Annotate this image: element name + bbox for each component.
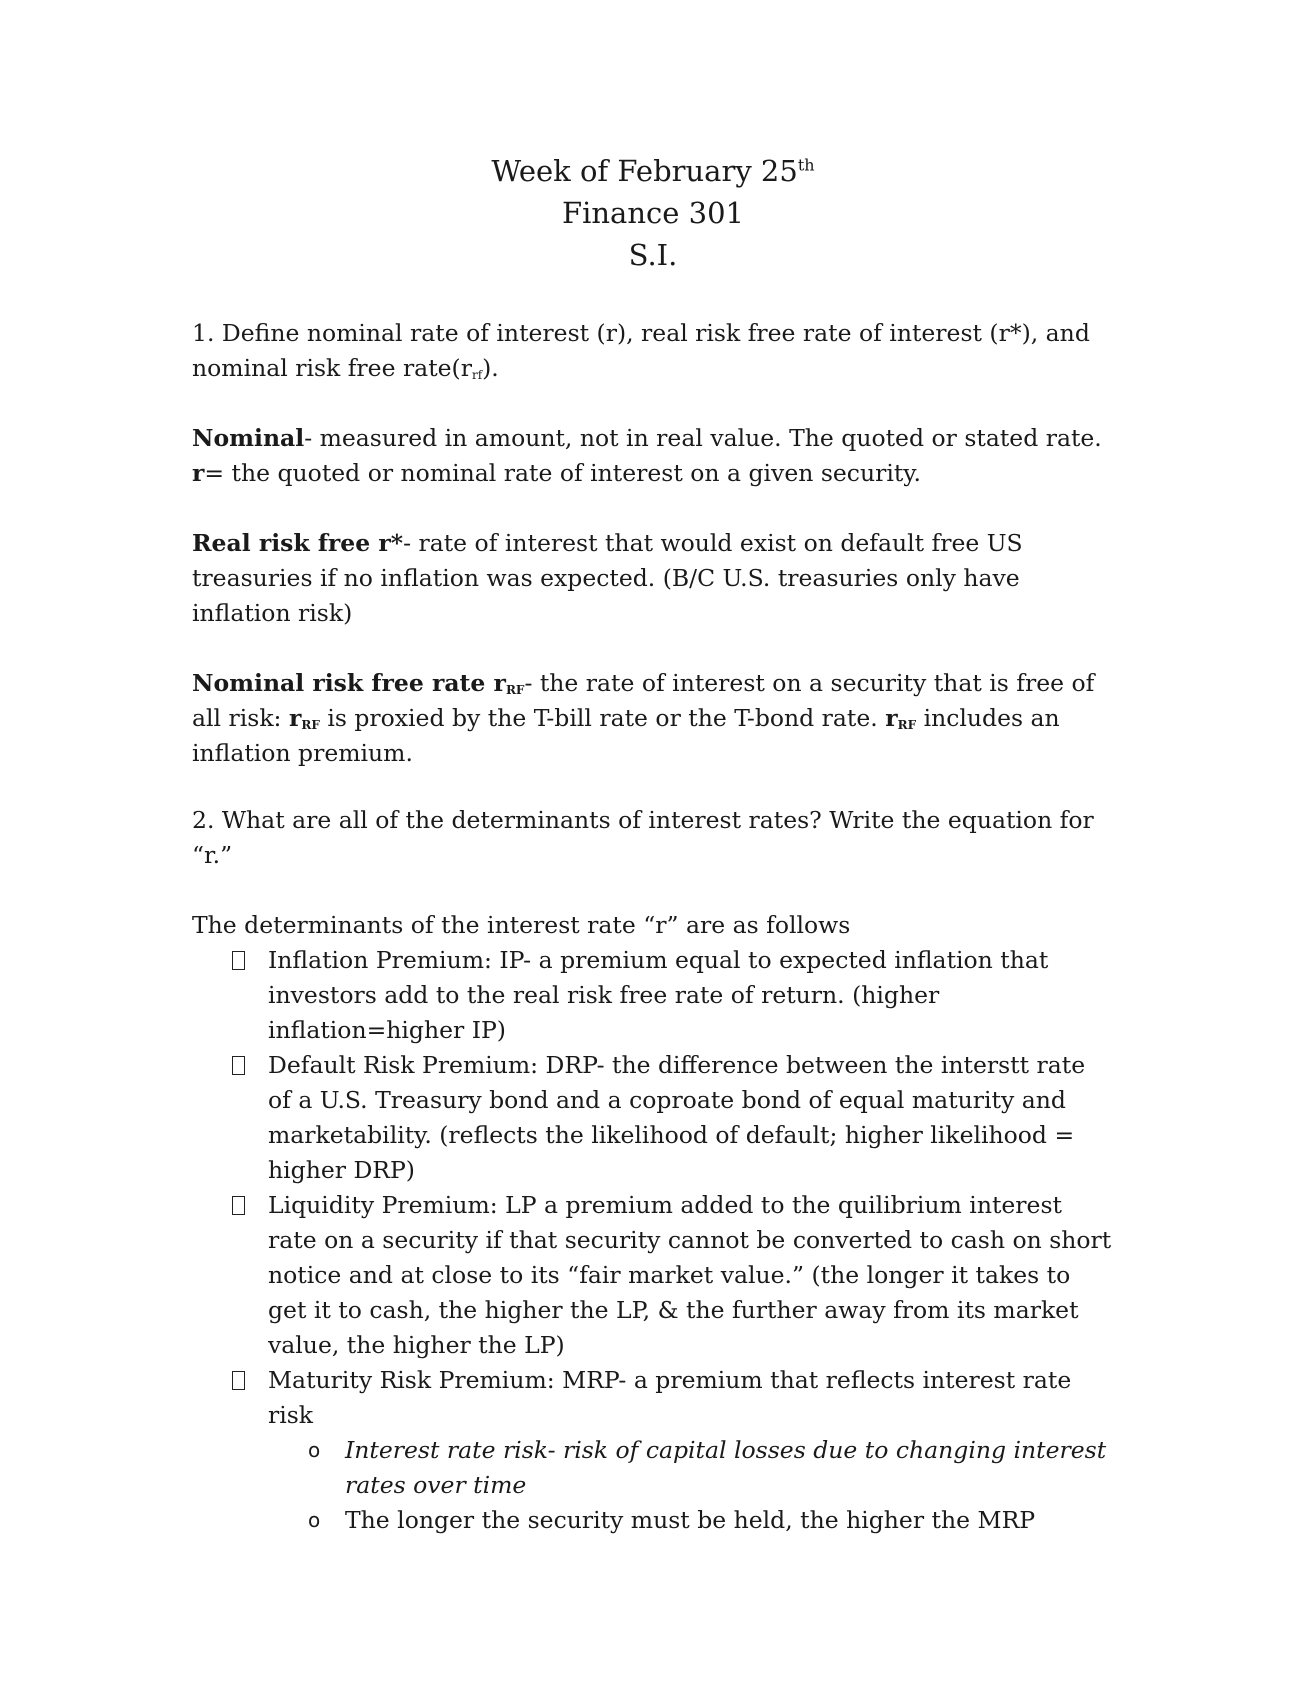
real-risk-free-term: Real risk free r*: [192, 529, 404, 557]
list-item-text: Inflation Premium: IP- a premium equal to expected inflation that investors add to the real risk free rate of return. (higher inflation=higher IP): [268, 946, 1049, 1044]
real-risk-free-text: - rate of interest that would exist on default free US treasuries if no inflation was expected. (B/C U.S. treasuries only have inflation risk): [192, 529, 1023, 627]
list-item-text: Liquidity Premium: LP a premium added to the quilibrium interest rate on a security if that security cannot be converted to cash on short notice and at close to its “fair market value.” (the longer it takes to get it to cash, the higher the LP, & the further away from its market value, the higher the LP): [268, 1191, 1112, 1359]
list-item-text: Maturity Risk Premium: MRP- a premium that reflects interest rate risk: [268, 1366, 1072, 1429]
document-body: [192, 316, 1112, 1538]
real-risk-free-definition: [192, 526, 1112, 631]
sub-list-item: [192, 1433, 1112, 1503]
nominal-definition: [192, 421, 1112, 491]
rrf-symbol-1-letter: r: [288, 704, 302, 732]
list-item: [192, 1363, 1112, 1538]
circle-bullet-icon: o: [308, 1438, 321, 1462]
nominal-risk-free-term-subscript: RF: [505, 683, 525, 697]
list-item: [192, 943, 1112, 1048]
header-session: S.I.: [628, 238, 678, 272]
list-item-text: Default Risk Premium: DRP- the difference between the interstt rate of a U.S. Treasury bond and a coproate bond of equal maturity and marketability. (reflects the likelihood of default; higher likelihood = higher DRP): [268, 1051, 1086, 1184]
nominal-risk-free-definition: [192, 666, 1112, 771]
nominal-risk-free-term: [192, 669, 524, 697]
rrf-symbol-2-subscript: RF: [897, 718, 917, 732]
nominal-risk-free-term-text: Nominal risk free rate r: [192, 669, 506, 697]
determinants-intro: The determinants of the interest rate “r” are as follows: [192, 911, 851, 939]
question-1-text: 1. Define nominal rate of interest (r), real risk free rate of interest (r*), and nominal risk free rate(r: [192, 319, 1090, 382]
nominal-text-b: = the quoted or nominal rate of interest on a given security.: [204, 459, 921, 487]
header-course: Finance 301: [561, 196, 744, 230]
spacer: [192, 771, 1112, 803]
question-1-subscript: rf: [471, 368, 483, 382]
circle-bullet-icon: o: [308, 1508, 321, 1532]
question-1: [192, 316, 1112, 386]
question-2: 2. What are all of the determinants of interest rates? Write the equation for “r.”: [192, 806, 1094, 869]
bullet-box-icon: [232, 1371, 245, 1390]
rrf-symbol-2-letter: r: [885, 704, 898, 732]
spacer: [192, 631, 1112, 666]
list-item: [192, 1188, 1112, 1363]
header-week-text: Week of February 25: [491, 154, 798, 188]
spacer: [192, 491, 1112, 526]
nominal-text-a: - measured in amount, not in real value. The quoted or stated rate.: [304, 424, 1102, 452]
header-week-superscript: th: [797, 155, 815, 175]
rrf-symbol-1-subscript: RF: [301, 718, 320, 732]
spacer: [192, 386, 1112, 421]
rrf-symbol-2: [885, 704, 916, 732]
nominal-r-symbol: r: [192, 459, 205, 487]
nominal-risk-free-text-a: - the rate of interest on a security that is free of all risk:: [192, 669, 1095, 732]
question-1-text-end: ).: [482, 354, 499, 382]
maturity-sub-list: [268, 1433, 1112, 1538]
header-week-line: [0, 150, 1306, 192]
nominal-term: Nominal: [192, 424, 305, 452]
rrf-symbol-1: [289, 704, 320, 732]
document-header: [0, 150, 1306, 276]
spacer: [192, 873, 1112, 908]
sub-list-item-text: The longer the security must be held, the higher the MRP: [345, 1506, 1036, 1534]
bullet-box-icon: [232, 1196, 245, 1215]
bullet-box-icon: [232, 951, 245, 970]
bullet-box-icon: [232, 1056, 245, 1075]
sub-list-item-text: Interest rate risk- risk of capital losses due to changing interest rates over time: [345, 1436, 1107, 1499]
nominal-risk-free-text-b: is proxied by the T-bill rate or the T-bond rate.: [319, 704, 886, 732]
determinants-list: [192, 943, 1112, 1538]
list-item: [192, 1048, 1112, 1188]
nominal-risk-free-text-c: includes an inflation premium.: [192, 704, 1060, 767]
sub-list-item: [192, 1503, 1112, 1538]
